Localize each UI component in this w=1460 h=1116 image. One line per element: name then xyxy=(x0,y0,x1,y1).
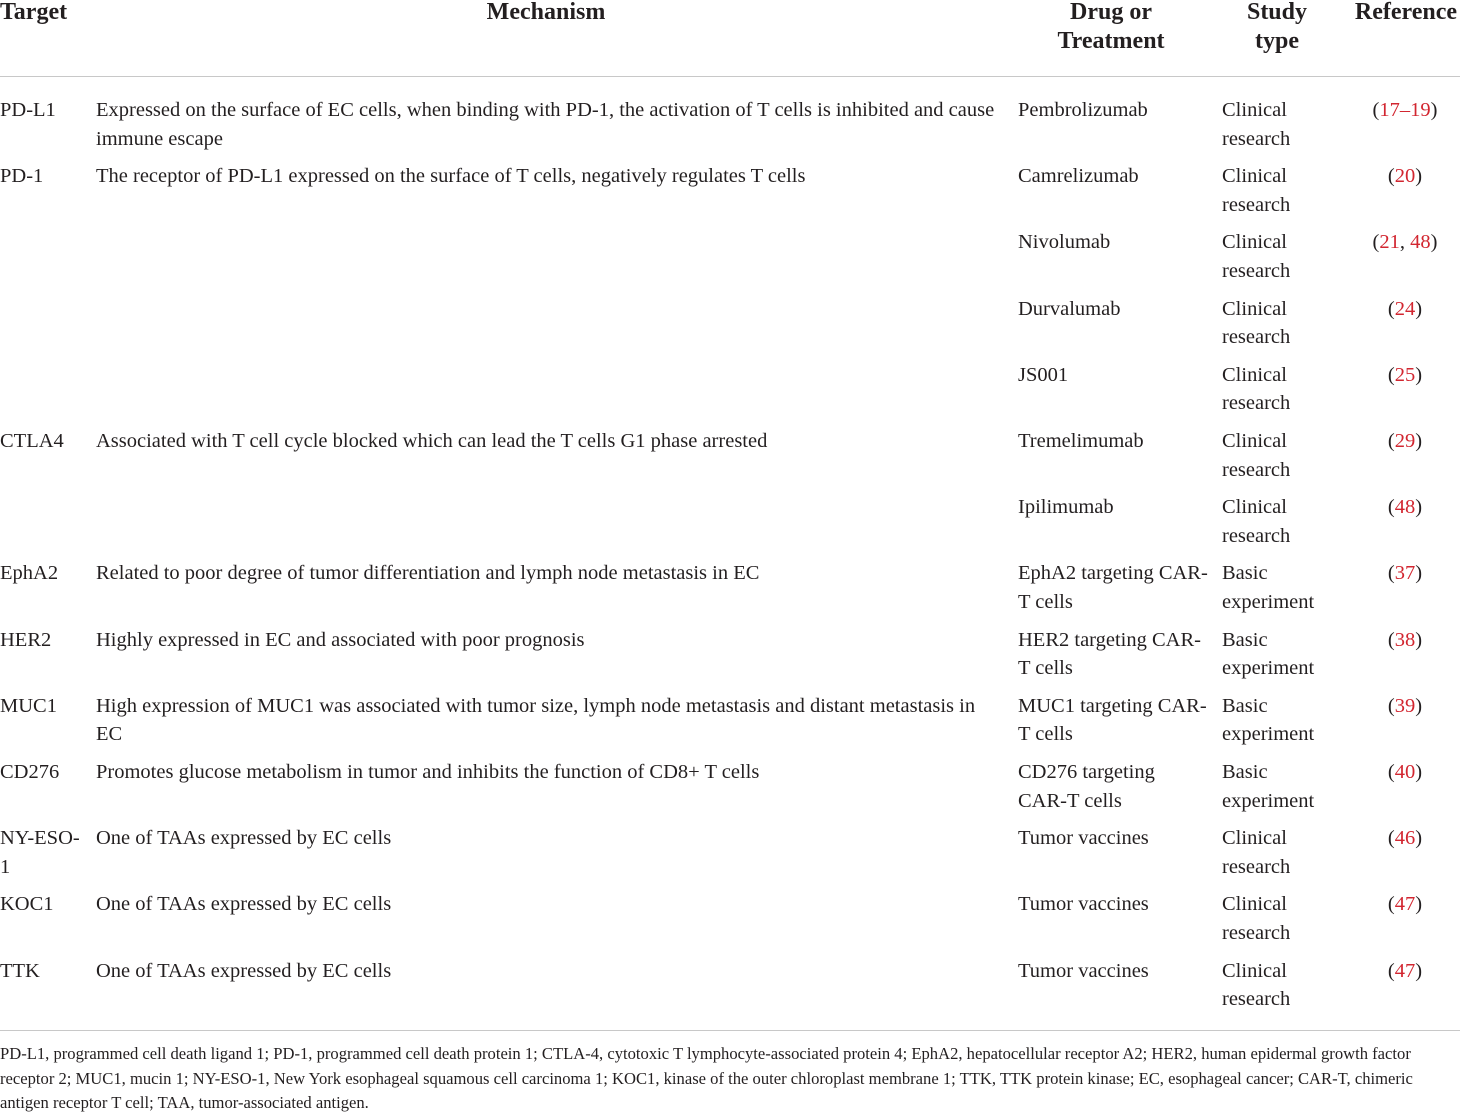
cell-target: PD-1 xyxy=(0,165,44,188)
reference-link[interactable]: 37 xyxy=(1394,562,1416,585)
cell-study-type: Clinical research xyxy=(1222,959,1291,1011)
table-row xyxy=(0,626,1460,692)
header-drug-line2: Treatment xyxy=(1057,28,1165,54)
reference-close-paren: ) xyxy=(1415,694,1423,717)
cell-study-type: Clinical research xyxy=(1222,165,1291,216)
table-row xyxy=(0,162,1460,228)
table-row xyxy=(0,96,1460,162)
cell-drug: Ipilimumab xyxy=(1018,496,1114,519)
cell-mechanism: One of TAAs expressed by EC cells xyxy=(96,893,392,916)
cell-drug: MUC1 targeting CAR-T cells xyxy=(1018,694,1207,746)
cell-target: HER2 xyxy=(0,628,52,651)
cell-drug: Tumor vaccines xyxy=(1018,959,1149,982)
cell-study-type: Clinical research xyxy=(1222,231,1291,282)
table-bottom-divider xyxy=(0,1030,1460,1031)
cell-reference xyxy=(1340,890,1460,919)
cell-drug: EphA2 targeting CAR-T cells xyxy=(1018,562,1208,613)
cell-target: PD-L1 xyxy=(0,99,56,121)
cell-drug: CD276 targeting CAR-T cells xyxy=(1018,761,1155,812)
cell-reference xyxy=(1340,96,1460,125)
cell-study-type: Clinical research xyxy=(1222,99,1291,150)
reference-link[interactable]: 47 xyxy=(1394,959,1416,982)
table-row xyxy=(0,295,1460,361)
cell-study-type: Clinical research xyxy=(1222,827,1291,878)
cell-reference xyxy=(1340,162,1460,191)
reference-open-paren: ( xyxy=(1372,99,1380,121)
reference-open-paren: ( xyxy=(1387,694,1395,717)
header-study-line2: type xyxy=(1255,28,1299,54)
header-reference: Reference xyxy=(1354,0,1458,25)
table-header xyxy=(0,0,1460,76)
header-divider xyxy=(0,76,1460,77)
cell-target: CD276 xyxy=(0,761,60,783)
cell-drug: Tremelimumab xyxy=(1018,430,1144,452)
reference-open-paren: ( xyxy=(1387,628,1395,651)
cell-mechanism: One of TAAs expressed by EC cells xyxy=(96,959,392,982)
cell-drug: Durvalumab xyxy=(1018,297,1121,320)
cell-reference xyxy=(1340,957,1460,986)
reference-link[interactable]: 21 xyxy=(1379,231,1400,254)
table-row xyxy=(0,957,1460,1023)
cell-mechanism: Expressed on the surface of EC cells, when binding with PD-1, the activation of T cells is inhibited and cause immune escape xyxy=(96,99,995,150)
cell-study-type: Basic experiment xyxy=(1222,694,1315,746)
cell-reference xyxy=(1340,228,1460,257)
reference-open-paren: ( xyxy=(1387,430,1395,452)
cell-reference xyxy=(1340,427,1460,456)
reference-link[interactable]: 17–19 xyxy=(1379,99,1431,121)
reference-open-paren: ( xyxy=(1372,231,1380,254)
reference-close-paren: ) xyxy=(1415,496,1423,519)
reference-link[interactable]: 47 xyxy=(1394,893,1416,916)
cell-drug: Tumor vaccines xyxy=(1018,827,1149,850)
cell-study-type: Basic experiment xyxy=(1222,628,1315,680)
cell-reference xyxy=(1340,758,1460,787)
reference-open-paren: ( xyxy=(1387,165,1395,188)
cell-study-type: Clinical research xyxy=(1222,430,1291,481)
reference-close-paren: ) xyxy=(1415,893,1423,916)
reference-open-paren: ( xyxy=(1387,761,1395,783)
table-row xyxy=(0,824,1460,890)
header-study-type xyxy=(1218,0,1336,56)
table-row xyxy=(0,361,1460,427)
table-row xyxy=(0,228,1460,294)
reference-close-paren: ) xyxy=(1415,827,1423,850)
table-row xyxy=(0,758,1460,824)
cell-target: CTLA4 xyxy=(0,430,64,452)
table-row xyxy=(0,427,1460,493)
reference-close-paren: ) xyxy=(1415,430,1423,452)
cell-study-type: Clinical research xyxy=(1222,893,1291,944)
header-study-line1: Study xyxy=(1246,0,1308,25)
cell-reference xyxy=(1340,692,1460,721)
reference-close-paren: ) xyxy=(1415,959,1423,982)
cell-study-type: Clinical research xyxy=(1222,496,1291,547)
cell-drug: Nivolumab xyxy=(1018,231,1111,254)
cell-target: NY-ESO-1 xyxy=(0,827,80,878)
cell-reference xyxy=(1340,626,1460,655)
table-row xyxy=(0,692,1460,758)
cell-reference xyxy=(1340,824,1460,853)
reference-link[interactable]: 48 xyxy=(1394,496,1416,519)
cell-mechanism: The receptor of PD-L1 expressed on the surface of T cells, negatively regulates T cells xyxy=(96,165,806,188)
reference-close-paren: ) xyxy=(1430,231,1438,254)
reference-link[interactable]: 38 xyxy=(1394,628,1416,651)
reference-link[interactable]: 29 xyxy=(1394,430,1416,452)
reference-close-paren: ) xyxy=(1415,165,1423,188)
cell-drug: Pembrolizumab xyxy=(1018,99,1148,121)
cell-target: MUC1 xyxy=(0,694,57,717)
cell-reference xyxy=(1340,493,1460,522)
cell-drug: Camrelizumab xyxy=(1018,165,1139,188)
cell-drug: JS001 xyxy=(1018,363,1069,386)
header-drug-or-treatment xyxy=(1018,0,1204,56)
cell-reference xyxy=(1340,559,1460,588)
table-row xyxy=(0,493,1460,559)
cell-target: EphA2 xyxy=(0,562,59,585)
reference-link[interactable]: 20 xyxy=(1394,165,1416,188)
reference-link[interactable]: 48 xyxy=(1410,231,1431,254)
cell-study-type: Basic experiment xyxy=(1222,562,1315,613)
cell-target: KOC1 xyxy=(0,893,54,916)
cell-drug: HER2 targeting CAR-T cells xyxy=(1018,628,1201,680)
cell-mechanism: Related to poor degree of tumor differentiation and lymph node metastasis in EC xyxy=(96,562,760,585)
reference-close-paren: ) xyxy=(1415,297,1423,320)
cell-drug: Tumor vaccines xyxy=(1018,893,1149,916)
header-drug-line1: Drug or xyxy=(1070,0,1152,25)
cell-reference xyxy=(1340,295,1460,324)
cell-mechanism: High expression of MUC1 was associated with tumor size, lymph node metastasis and distant metastasis in EC xyxy=(96,694,976,746)
cell-mechanism: Highly expressed in EC and associated with poor prognosis xyxy=(96,628,585,651)
cell-reference xyxy=(1340,361,1460,390)
reference-open-paren: ( xyxy=(1387,562,1395,585)
reference-close-paren: ) xyxy=(1415,628,1423,651)
table-row xyxy=(0,890,1460,956)
cell-mechanism: Promotes glucose metabolism in tumor and inhibits the function of CD8+ T cells xyxy=(96,761,760,783)
reference-separator: , xyxy=(1399,231,1411,254)
reference-open-paren: ( xyxy=(1387,297,1395,320)
table-row xyxy=(0,559,1460,625)
header-mechanism: Mechanism xyxy=(486,0,606,25)
reference-open-paren: ( xyxy=(1387,496,1395,519)
cell-target: TTK xyxy=(0,959,40,982)
reference-close-paren: ) xyxy=(1415,562,1423,585)
cell-study-type: Clinical research xyxy=(1222,297,1291,349)
reference-link[interactable]: 40 xyxy=(1394,761,1416,783)
cell-study-type: Clinical research xyxy=(1222,363,1291,415)
table-footnote: PD-L1, programmed cell death ligand 1; PD-1, programmed cell death protein 1; CTLA-4, cytotoxic T lymphocyte-associated protein 4; EphA2, hepatocellular receptor A2; HER2, human epidermal growth factor receptor 2; MUC1, mucin 1; NY-ESO-1, New York esophageal squamous cell carcinoma 1; KOC1, kinase of the outer chloroplast membrane 1; TTK, TTK protein kinase; EC, esophageal cancer; CAR-T, chimeric antigen receptor T cell; TAA, tumor-associated antigen. xyxy=(0,1044,1413,1112)
cell-mechanism: One of TAAs expressed by EC cells xyxy=(96,827,392,850)
reference-link[interactable]: 25 xyxy=(1394,363,1416,386)
reference-open-paren: ( xyxy=(1387,959,1395,982)
reference-link[interactable]: 46 xyxy=(1394,827,1416,850)
reference-close-paren: ) xyxy=(1415,363,1423,386)
reference-link[interactable]: 24 xyxy=(1394,297,1416,320)
cell-study-type: Basic experiment xyxy=(1222,761,1315,812)
cell-mechanism: Associated with T cell cycle blocked which can lead the T cells G1 phase arrested xyxy=(96,430,768,452)
reference-open-paren: ( xyxy=(1387,827,1395,850)
header-target: Target xyxy=(0,0,68,25)
reference-close-paren: ) xyxy=(1415,761,1423,783)
reference-close-paren: ) xyxy=(1430,99,1438,121)
reference-open-paren: ( xyxy=(1387,893,1395,916)
reference-open-paren: ( xyxy=(1387,363,1395,386)
reference-link[interactable]: 39 xyxy=(1394,694,1416,717)
